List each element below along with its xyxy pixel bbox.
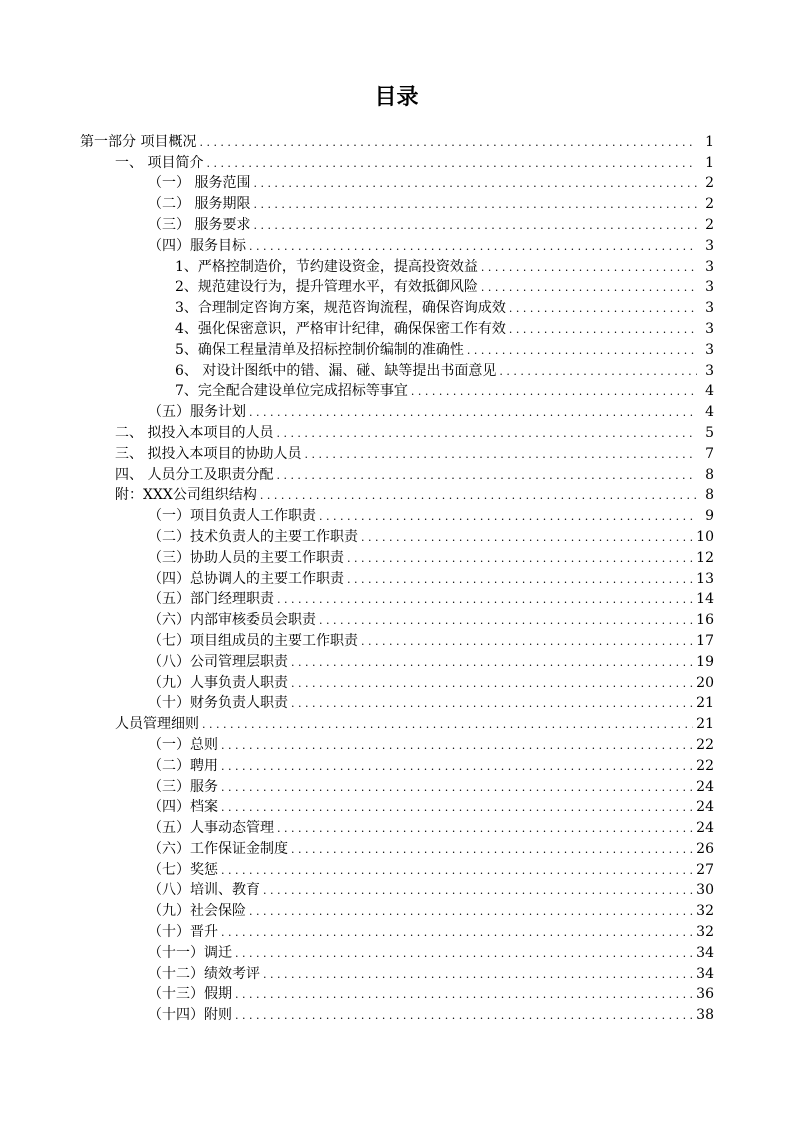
toc-entry-page-number: 10: [696, 528, 714, 545]
table-of-contents: [80, 130, 714, 1024]
toc-entry-page-number: 20: [696, 674, 714, 691]
toc-entry[interactable]: [80, 546, 714, 567]
toc-entry-label: 4、强化保密意识，严格审计纪律，确保保密工作有效: [175, 320, 506, 337]
dot-leader: [291, 653, 693, 671]
toc-entry-page-number: 2: [705, 216, 714, 233]
toc-entry-page-number: 8: [705, 466, 714, 483]
toc-entry-label: 一、 项目简介: [115, 154, 204, 171]
dot-leader: [221, 861, 693, 879]
dot-leader: [304, 445, 697, 463]
dot-leader: [276, 424, 697, 442]
dot-leader: [253, 174, 697, 192]
toc-entry[interactable]: [80, 733, 714, 754]
dot-leader: [202, 715, 693, 733]
dot-leader: [221, 736, 693, 754]
toc-entry[interactable]: [80, 276, 714, 297]
toc-entry-page-number: 21: [696, 695, 714, 712]
toc-entry-page-number: 3: [705, 258, 714, 275]
dot-leader: [481, 278, 697, 296]
toc-entry-label: 2、规范建设行为，提升管理水平，有效抵御风险: [175, 279, 478, 296]
toc-entry-page-number: 12: [696, 549, 714, 566]
toc-entry-label: （十一）调迁: [148, 944, 232, 961]
toc-entry-label: （五）服务计划: [148, 404, 246, 421]
dot-leader: [499, 362, 697, 380]
toc-entry[interactable]: [80, 899, 714, 920]
dot-leader: [249, 902, 693, 920]
toc-entry-label: （三）服务: [148, 778, 218, 795]
toc-entry[interactable]: [80, 400, 714, 421]
toc-entry[interactable]: [80, 941, 714, 962]
toc-entry[interactable]: [80, 130, 714, 151]
toc-entry-label: 5、确保工程量清单及招标控制价编制的准确性: [175, 341, 464, 358]
toc-entry-label: （八）公司管理层职责: [148, 653, 288, 670]
dot-leader: [263, 965, 693, 983]
toc-entry-page-number: 27: [696, 861, 714, 878]
toc-entry-label: （五）人事动态管理: [148, 820, 274, 837]
dot-leader: [260, 486, 697, 504]
toc-entry-page-number: 3: [705, 341, 714, 358]
toc-entry-page-number: 3: [705, 300, 714, 317]
dot-leader: [249, 237, 697, 255]
toc-entry-page-number: 21: [696, 716, 714, 733]
toc-entry-page-number: 26: [696, 840, 714, 857]
toc-entry-page-number: 32: [696, 903, 714, 920]
toc-entry-page-number: 24: [696, 799, 714, 816]
dot-leader: [221, 798, 693, 816]
toc-entry[interactable]: [80, 255, 714, 276]
dot-leader: [347, 570, 693, 588]
toc-entry-page-number: 3: [705, 320, 714, 337]
dot-leader: [235, 944, 693, 962]
dot-leader: [206, 154, 697, 172]
dot-leader: [411, 382, 697, 400]
toc-entry[interactable]: [80, 213, 714, 234]
dot-leader: [221, 757, 693, 775]
dot-leader: [276, 466, 697, 484]
toc-entry-label: （九）人事负责人职责: [148, 674, 288, 691]
toc-entry[interactable]: [80, 359, 714, 380]
dot-leader: [253, 216, 697, 234]
toc-entry-label: （十四）附则: [148, 1007, 232, 1024]
toc-entry-page-number: 14: [696, 591, 714, 608]
toc-entry-label: （六）内部审核委员会职责: [148, 612, 316, 629]
dot-leader: [509, 320, 697, 338]
dot-leader: [199, 133, 697, 151]
dot-leader: [249, 403, 697, 421]
toc-entry[interactable]: [80, 754, 714, 775]
toc-entry-page-number: 1: [705, 154, 714, 171]
toc-entry-label: 人员管理细则: [115, 716, 199, 733]
dot-leader: [291, 674, 693, 692]
toc-entry[interactable]: [80, 442, 714, 463]
dot-leader: [277, 819, 693, 837]
dot-leader: [467, 341, 697, 359]
toc-entry[interactable]: [80, 775, 714, 796]
toc-entry-page-number: 32: [696, 924, 714, 941]
toc-entry-page-number: 2: [705, 196, 714, 213]
toc-entry-page-number: 3: [705, 279, 714, 296]
toc-entry[interactable]: [80, 151, 714, 172]
dot-leader: [291, 840, 693, 858]
toc-entry-label: 第一部分 项目概况: [80, 133, 197, 150]
toc-entry[interactable]: [80, 504, 714, 525]
dot-leader: [221, 778, 693, 796]
toc-entry-label: （四）总协调人的主要工作职责: [148, 570, 344, 587]
toc-entry-label: （四）档案: [148, 799, 218, 816]
page-title: 目录: [374, 85, 419, 110]
toc-entry[interactable]: [80, 671, 714, 692]
toc-entry-label: 3、合理制定咨询方案，规范咨询流程，确保咨询成效: [175, 300, 506, 317]
toc-entry[interactable]: [80, 962, 714, 983]
dot-leader: [263, 881, 693, 899]
toc-entry-label: （七）项目组成员的主要工作职责: [148, 632, 358, 649]
toc-entry[interactable]: [80, 983, 714, 1004]
toc-entry-label: （二）聘用: [148, 757, 218, 774]
dot-leader: [277, 590, 693, 608]
toc-entry[interactable]: [80, 192, 714, 213]
toc-entry[interactable]: [80, 650, 714, 671]
toc-entry-label: （十三）假期: [148, 986, 232, 1003]
toc-entry-label: （三） 服务要求: [148, 216, 251, 233]
toc-entry-page-number: 19: [696, 653, 714, 670]
toc-entry[interactable]: [80, 692, 714, 713]
toc-entry-page-number: 9: [705, 508, 714, 525]
dot-leader: [361, 528, 693, 546]
dot-leader: [481, 258, 697, 276]
toc-entry[interactable]: [80, 525, 714, 546]
toc-entry-page-number: 22: [696, 736, 714, 753]
toc-entry-label: （二）技术负责人的主要工作职责: [148, 528, 358, 545]
toc-entry-page-number: 36: [696, 986, 714, 1003]
toc-entry-page-number: 8: [705, 487, 714, 504]
toc-entry-label: 二、 拟投入本项目的人员: [115, 424, 274, 441]
dot-leader: [361, 632, 693, 650]
toc-entry-page-number: 4: [705, 383, 714, 400]
dot-leader: [291, 694, 693, 712]
toc-entry[interactable]: [80, 380, 714, 401]
toc-entry[interactable]: [80, 317, 714, 338]
toc-entry-label: （五）部门经理职责: [148, 591, 274, 608]
toc-entry-label: （四）服务目标: [148, 237, 246, 254]
toc-entry-label: （七）奖惩: [148, 861, 218, 878]
toc-entry[interactable]: [80, 920, 714, 941]
toc-entry[interactable]: [80, 484, 714, 505]
toc-entry-page-number: 4: [705, 404, 714, 421]
dot-leader: [235, 1006, 693, 1024]
toc-entry[interactable]: [80, 588, 714, 609]
toc-entry-page-number: 24: [696, 820, 714, 837]
toc-entry[interactable]: [80, 608, 714, 629]
toc-entry[interactable]: [80, 567, 714, 588]
toc-entry[interactable]: [80, 816, 714, 837]
toc-entry-label: 1、严格控制造价，节约建设资金，提高投资效益: [175, 258, 478, 275]
toc-entry[interactable]: [80, 879, 714, 900]
toc-entry-page-number: 34: [696, 965, 714, 982]
toc-entry-label: （八）培训、教育: [148, 882, 260, 899]
toc-entry-page-number: 17: [696, 632, 714, 649]
dot-leader: [235, 985, 693, 1003]
toc-entry-page-number: 3: [705, 362, 714, 379]
toc-entry-label: （六）工作保证金制度: [148, 840, 288, 857]
toc-entry[interactable]: [80, 629, 714, 650]
toc-entry-page-number: 30: [696, 882, 714, 899]
toc-entry-label: （十）财务负责人职责: [148, 695, 288, 712]
toc-entry-page-number: 7: [705, 445, 714, 462]
toc-entry-page-number: 24: [696, 778, 714, 795]
toc-entry-label: （二） 服务期限: [148, 196, 251, 213]
toc-entry-label: （十二）绩效考评: [148, 965, 260, 982]
toc-entry-label: 6、 对设计图纸中的错、漏、碰、缺等提出书面意见: [175, 362, 497, 379]
toc-entry-label: （一）项目负责人工作职责: [148, 508, 316, 525]
toc-entry[interactable]: [80, 712, 714, 733]
toc-entry-page-number: 2: [705, 175, 714, 192]
toc-entry-label: （三）协助人员的主要工作职责: [148, 549, 344, 566]
toc-entry[interactable]: [80, 837, 714, 858]
toc-entry-label: （十）晋升: [148, 924, 218, 941]
toc-entry-page-number: 38: [696, 1007, 714, 1024]
toc-entry-page-number: 16: [696, 612, 714, 629]
toc-entry-label: 三、 拟投入本项目的协助人员: [115, 445, 302, 462]
toc-entry-label: （一） 服务范围: [148, 175, 251, 192]
toc-entry[interactable]: [80, 234, 714, 255]
toc-entry[interactable]: [80, 338, 714, 359]
dot-leader: [347, 549, 693, 567]
dot-leader: [509, 299, 697, 317]
toc-entry-page-number: 1: [705, 133, 714, 150]
toc-entry-label: 四、 人员分工及职责分配: [115, 466, 274, 483]
toc-entry-page-number: 5: [705, 424, 714, 441]
toc-entry-page-number: 34: [696, 944, 714, 961]
toc-entry-label: （九）社会保险: [148, 903, 246, 920]
toc-entry[interactable]: [80, 463, 714, 484]
toc-entry[interactable]: [80, 296, 714, 317]
toc-entry[interactable]: [80, 796, 714, 817]
toc-entry[interactable]: [80, 858, 714, 879]
toc-entry-label: （一）总则: [148, 736, 218, 753]
dot-leader: [221, 923, 693, 941]
toc-entry[interactable]: [80, 421, 714, 442]
toc-entry[interactable]: [80, 172, 714, 193]
toc-entry-page-number: 13: [696, 570, 714, 587]
toc-entry-label: 附：XXX公司组织结构: [115, 487, 257, 504]
toc-entry-label: 7、完全配合建设单位完成招标等事宜: [175, 383, 408, 400]
dot-leader: [319, 507, 697, 525]
dot-leader: [319, 611, 693, 629]
toc-entry-page-number: 3: [705, 237, 714, 254]
dot-leader: [253, 195, 697, 213]
toc-entry[interactable]: [80, 1003, 714, 1024]
toc-entry-page-number: 22: [696, 757, 714, 774]
